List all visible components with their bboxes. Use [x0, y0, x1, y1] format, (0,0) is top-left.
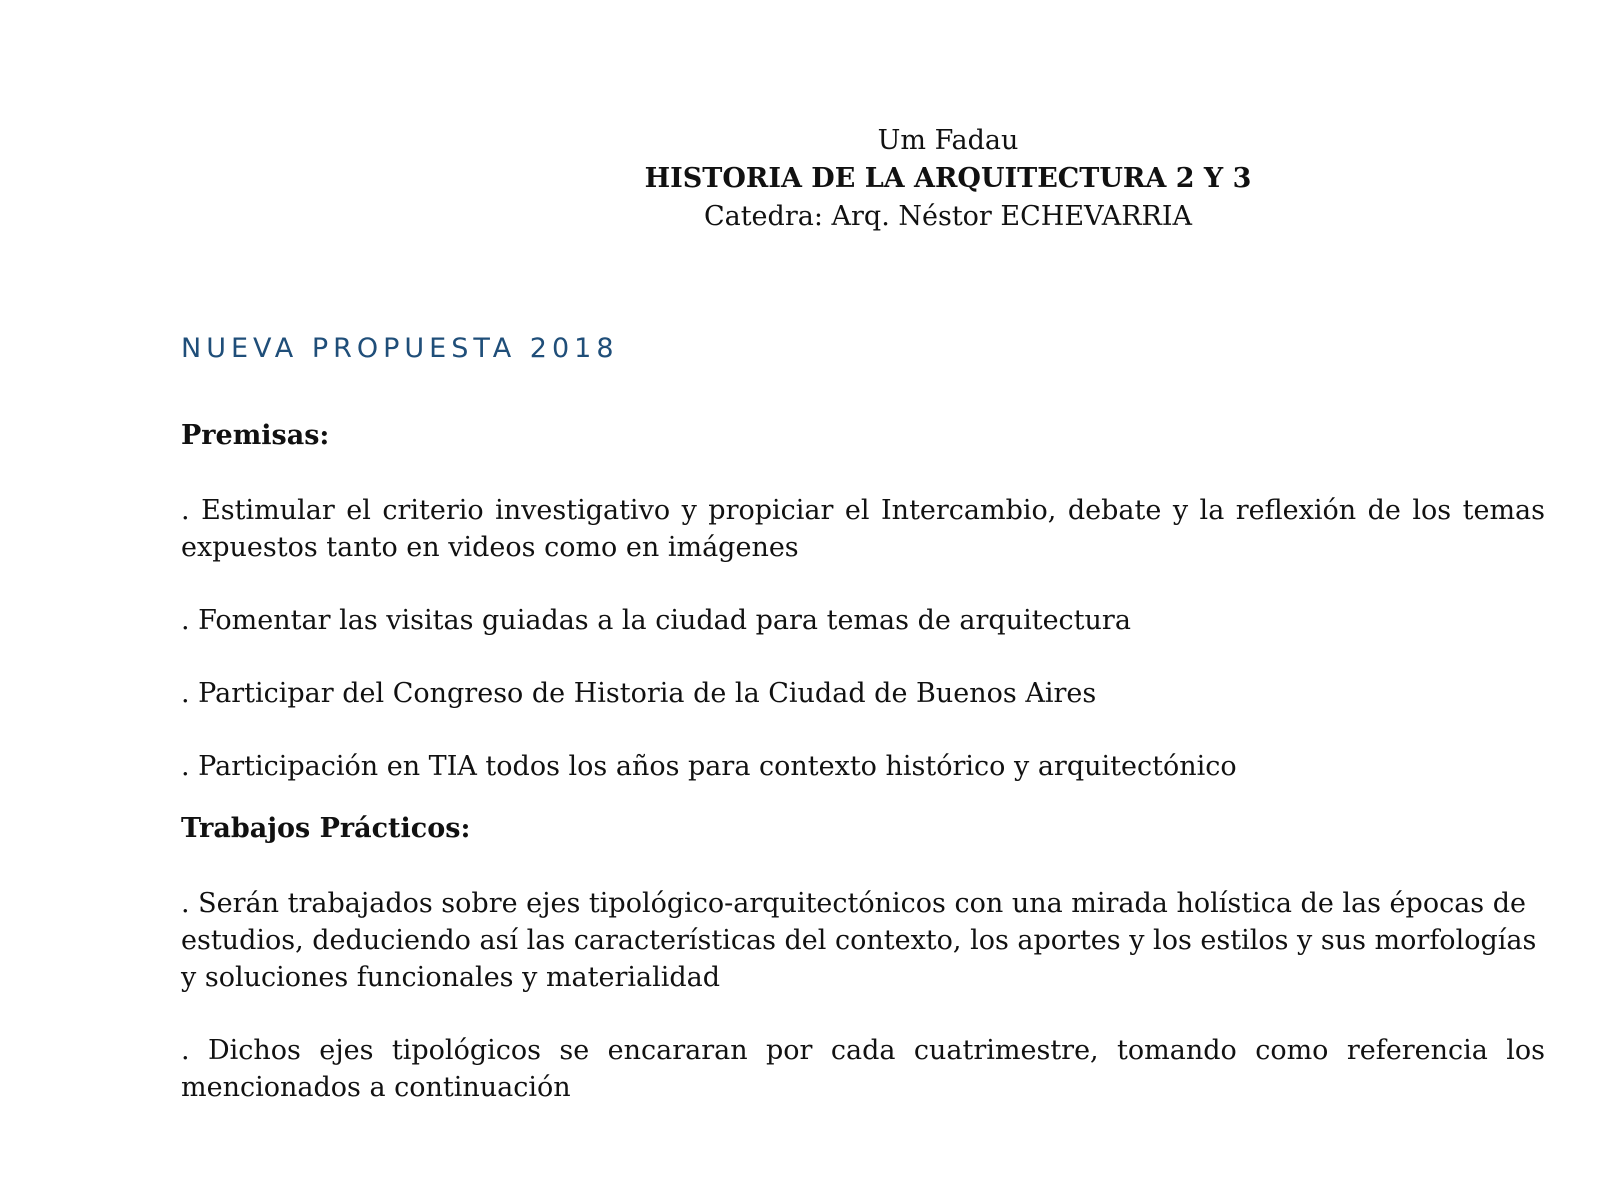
- trabajo-item-2: . Dichos ejes tipológicos se encararan por cada cuatrimestre, tomando como referencia los mencionados a continuación: [181, 1035, 1545, 1103]
- premisa-item-2: . Fomentar las visitas guiadas a la ciudad para temas de arquitectura: [181, 605, 1131, 636]
- course-title: HISTORIA DE LA ARQUITECTURA 2 Y 3: [644, 163, 1252, 194]
- trabajo-item-1: . Serán trabajados sobre ejes tipológico-arquitectónicos con una mirada holística de las épocas de estudios, deduciendo así las características del contexto, los aportes y los estilos y sus morfologías y soluciones funcionales y materialidad: [181, 888, 1537, 993]
- trabajos-heading: Trabajos Prácticos:: [181, 813, 471, 844]
- document-header: [0, 122, 1600, 236]
- premisa-item-4: . Participación en TIA todos los años para contexto histórico y arquitectónico: [181, 751, 1237, 782]
- premisa-item-3: . Participar del Congreso de Historia de la Ciudad de Buenos Aires: [181, 678, 1097, 709]
- institution-name: Um Fadau: [877, 125, 1019, 156]
- premisas-heading: Premisas:: [181, 420, 330, 451]
- chair-name: Catedra: Arq. Néstor ECHEVARRIA: [703, 201, 1193, 232]
- section-title: NUEVA PROPUESTA 2018: [181, 333, 619, 364]
- premisa-item-1: . Estimular el criterio investigativo y propiciar el Intercambio, debate y la reflexión de los temas expuestos tanto en videos como en imágenes: [181, 495, 1545, 563]
